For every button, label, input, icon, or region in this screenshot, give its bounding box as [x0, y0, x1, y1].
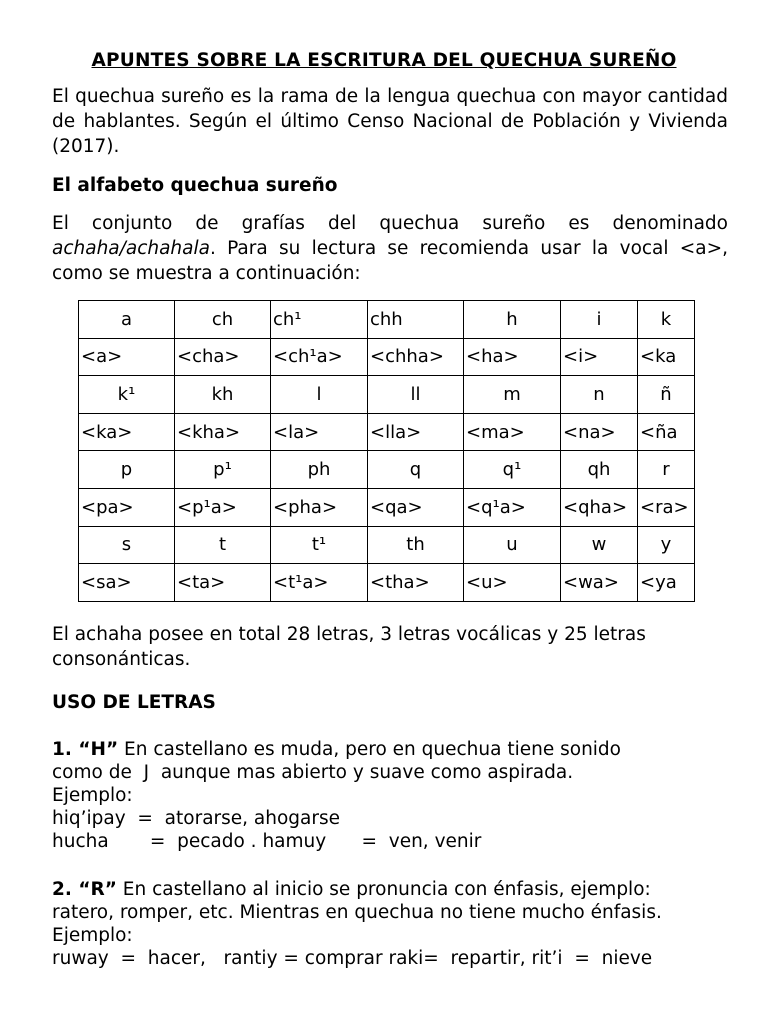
alphabet-row — [79, 564, 695, 602]
alphabet-cell: a — [79, 301, 175, 339]
alphabet-row — [79, 376, 695, 414]
alphabet-cell: kh — [175, 376, 271, 414]
alphabet-cell: <pa> — [79, 488, 175, 526]
alphabet-cell: m — [464, 376, 561, 414]
alphabet-cell: <chha> — [368, 338, 464, 376]
h-section-example-1: hiq’ipay = atorarse, ahogarse — [52, 808, 341, 829]
r-section-letter: “R” — [78, 879, 117, 900]
alphabet-cell: <wa> — [561, 564, 638, 602]
h-section-line2: como de J aunque mas abierto y suave como aspirada. — [52, 762, 574, 783]
alphabet-cell: h — [464, 301, 561, 339]
alphabet-heading: El alfabeto quechua sureño — [52, 175, 338, 196]
alphabet-cell: <q¹a> — [464, 488, 561, 526]
h-section-text1: En castellano es muda, pero en quechua tiene sonido — [118, 739, 621, 760]
alphabet-cell: y — [638, 526, 695, 564]
alphabet-cell: <a> — [79, 338, 175, 376]
alphabet-cell: p — [79, 451, 175, 489]
alphabet-cell: w — [561, 526, 638, 564]
alphabet-row — [79, 413, 695, 451]
alphabet-cell: chh — [368, 301, 464, 339]
h-section-example-2: hucha = pecado . hamuy = ven, venir — [52, 831, 482, 852]
summary-paragraph: El achaha posee en total 28 letras, 3 letras vocálicas y 25 letras consonánticas. — [52, 624, 646, 670]
alphabet-cell: ñ — [638, 376, 695, 414]
r-section-number: 2. — [52, 879, 79, 900]
alphabet-cell: <ma> — [464, 413, 561, 451]
alphabet-cell: <ha> — [464, 338, 561, 376]
alphabet-intro-text-1: El conjunto de grafías del quechua sureño es denominado — [52, 213, 728, 234]
alphabet-cell: <ch¹a> — [271, 338, 368, 376]
alphabet-row — [79, 488, 695, 526]
alphabet-cell: q — [368, 451, 464, 489]
alphabet-cell: p¹ — [175, 451, 271, 489]
alphabet-cell: th — [368, 526, 464, 564]
alphabet-cell: i — [561, 301, 638, 339]
alphabet-intro-paragraph — [52, 211, 728, 286]
alphabet-cell: l — [271, 376, 368, 414]
uso-heading: USO DE LETRAS — [52, 692, 216, 713]
alphabet-row — [79, 301, 695, 339]
alphabet-cell: <kha> — [175, 413, 271, 451]
r-section-example-1: ruway = hacer, rantiy = comprar raki= repartir, rit’i = nieve — [52, 948, 653, 969]
r-section-line2: ratero, romper, etc. Mientras en quechua no tiene mucho énfasis. — [52, 902, 662, 923]
alphabet-cell: ll — [368, 376, 464, 414]
alphabet-cell: <ka — [638, 338, 695, 376]
alphabet-intro-text-2: . Para su lectura se recomienda usar la vocal <a>, como se muestra a continuación: — [52, 238, 728, 284]
alphabet-cell: <qa> — [368, 488, 464, 526]
alphabet-cell: <cha> — [175, 338, 271, 376]
alphabet-cell: qh — [561, 451, 638, 489]
page-title: APUNTES SOBRE LA ESCRITURA DEL QUECHUA SUREÑO — [91, 50, 677, 71]
alphabet-name-italic: achaha/achahala — [52, 238, 210, 259]
alphabet-table — [78, 300, 695, 602]
h-section-number: 1. — [52, 739, 79, 760]
alphabet-cell: u — [464, 526, 561, 564]
h-section-letter: “H” — [78, 739, 119, 760]
alphabet-cell: <ta> — [175, 564, 271, 602]
alphabet-row — [79, 451, 695, 489]
alphabet-cell: <pha> — [271, 488, 368, 526]
alphabet-cell: <na> — [561, 413, 638, 451]
alphabet-cell: k — [638, 301, 695, 339]
alphabet-cell: ch — [175, 301, 271, 339]
alphabet-cell: <ña — [638, 413, 695, 451]
alphabet-cell: <p¹a> — [175, 488, 271, 526]
alphabet-cell: <qha> — [561, 488, 638, 526]
alphabet-cell: n — [561, 376, 638, 414]
alphabet-cell: <sa> — [79, 564, 175, 602]
h-section-example-label: Ejemplo: — [52, 785, 133, 806]
alphabet-cell: <ra> — [638, 488, 695, 526]
alphabet-cell: <u> — [464, 564, 561, 602]
r-section-example-label: Ejemplo: — [52, 925, 133, 946]
alphabet-cell: <lla> — [368, 413, 464, 451]
alphabet-cell: s — [79, 526, 175, 564]
h-section-line1 — [52, 739, 621, 760]
alphabet-cell: t — [175, 526, 271, 564]
alphabet-cell: <ya — [638, 564, 695, 602]
alphabet-cell: q¹ — [464, 451, 561, 489]
alphabet-cell: <i> — [561, 338, 638, 376]
alphabet-cell: <tha> — [368, 564, 464, 602]
alphabet-cell: <la> — [271, 413, 368, 451]
alphabet-cell: ph — [271, 451, 368, 489]
r-section-line1 — [52, 879, 651, 900]
alphabet-cell: <ka> — [79, 413, 175, 451]
alphabet-cell: <t¹a> — [271, 564, 368, 602]
alphabet-cell: r — [638, 451, 695, 489]
intro-paragraph: El quechua sureño es la rama de la lengua quechua con mayor cantidad de hablantes. Según el último Censo Nacional de Población y Vivienda (2017). — [52, 86, 728, 157]
alphabet-cell: t¹ — [271, 526, 368, 564]
alphabet-cell: ch¹ — [271, 301, 368, 339]
alphabet-row — [79, 338, 695, 376]
alphabet-cell: k¹ — [79, 376, 175, 414]
alphabet-row — [79, 526, 695, 564]
r-section-text1: En castellano al inicio se pronuncia con énfasis, ejemplo: — [116, 879, 651, 900]
